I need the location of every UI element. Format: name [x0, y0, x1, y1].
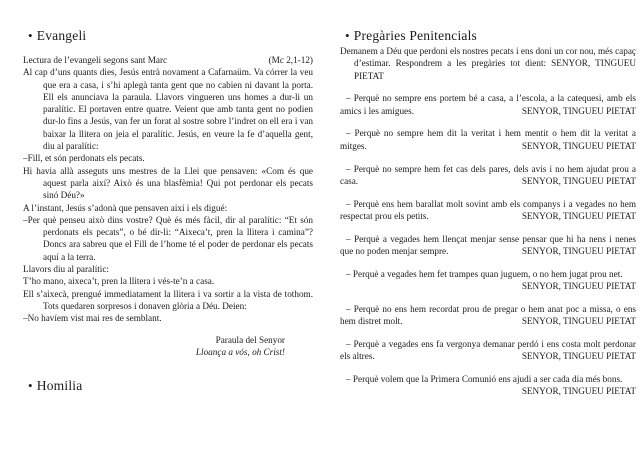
petition-response: SENYOR, TINGUEU PIETAT [521, 105, 636, 116]
petition-response: SENYOR, TINGUEU PIETAT [521, 351, 636, 362]
homilia-heading-label: Homilia [36, 378, 83, 394]
petition-response: SENYOR, TINGUEU PIETAT [521, 386, 636, 397]
petition-item [340, 338, 636, 363]
petition-response: SENYOR, TINGUEU PIETAT [521, 246, 636, 257]
petition-item [340, 198, 636, 223]
evangeli-heading-label: Evangeli [36, 28, 87, 43]
gospel-paragraph: T’ho mano, aixeca’t, pren la llitera i vés-te’n a casa. [23, 276, 215, 287]
scripture-reference: (Mc 2,1-12) [268, 55, 313, 65]
petition-text: – Perquè no sempre ens portem bé a casa, a l’escola, a la catequesi, amb els amics i les amigues. [340, 93, 636, 116]
homilia-heading [23, 378, 313, 393]
petition-text: – Perquè a vegades hem llençat menjar sense pensar que hi ha nens i nenes que no poden menjar sempre. [340, 233, 636, 257]
reading-title: Lectura de l’evangeli segons sant Marc [23, 55, 168, 65]
petition-item [340, 303, 636, 328]
acclamation-label: Paraula del Senyor [215, 334, 285, 345]
petition-response: SENYOR, TINGUEU PIETAT [521, 210, 636, 221]
gospel-paragraph: Hi havia allà asseguts uns mestres de la Llei que pensaven: «Com és que aquest parla així? Això és una blasfèmia! Qui pot perdonar els pecats sinó Déu?» [23, 165, 313, 201]
petition-text: – Perquè no sempre hem dit la veritat i hem mentit o hem dit la veritat a mitges. [340, 128, 636, 151]
reading-title-row [23, 54, 313, 66]
petition-text: – Perquè ens hem barallat molt sovint amb els companys i a vegades no hem respectat prou els petits. [340, 198, 636, 221]
petition-response: SENYOR, TINGUEU PIETAT [521, 140, 636, 151]
petition-text: – Perquè a vegades ens fa vergonya demanar perdó i ens costa molt perdonar els altres. [340, 339, 636, 362]
bullet-icon: • [345, 28, 350, 43]
pregaries-heading [340, 28, 636, 43]
petition-response: SENYOR, TINGUEU PIETAT [521, 281, 636, 292]
penitential-intro: Demanem a Déu que perdoni els nostres pecats i ens doni un cor nou, més capaç d’estimar. Respondrem a les pregàries tot dient: SENYOR, TINGUEU PIETAT [340, 46, 636, 81]
gospel-paragraph: Al cap d’uns quants dies, Jesús entrà novament a Cafarnaüm. Va córrer la veu que era a casa, i s’hi aplegà tanta gent que no cabien ni davant la porta. Ell els anunciava la paraula. Llavors vingueren uns homes a dur-li un paralític. El portaven entre quatre. Veient que amb tanta gent no podien dur-lo fins a Jesús, van fer un forat al sostre sobre l’indret on ell era i van baixar la llitera on jeia el paralític. Jesús, en veure la fe d’aquella gent, diu al paralític: [23, 67, 313, 152]
gospel-text [23, 66, 313, 324]
petitions-list [340, 92, 636, 397]
petition-item [340, 233, 636, 258]
gospel-paragraph: A l’instant, Jesús s’adonà que pensaven així i els digué: [23, 202, 228, 213]
bullet-icon: • [28, 28, 33, 43]
left-column [23, 0, 313, 393]
right-column [340, 0, 636, 398]
petition-text: – Perquè volem que la Primera Comunió ens ajudi a ser cada dia més bons. [346, 374, 623, 385]
petition-item [340, 92, 636, 117]
petition-response: SENYOR, TINGUEU PIETAT [521, 175, 636, 186]
petition-item [340, 163, 636, 188]
pregaries-heading-label: Pregàries Penitencials [353, 28, 478, 43]
petition-item [340, 127, 636, 152]
petition-item [340, 373, 636, 398]
evangeli-heading [23, 28, 313, 43]
gospel-paragraph: –Per què penseu això dins vostre? Què és més fàcil, dir al paralític: “Et són perdonats els pecats”, o bé dir-li: “Aixeca’t, pren la llitera i camina”? Doncs ara sabreu que el Fill de l’home té el poder de perdonar els pecats aquí a la terra. [23, 214, 313, 262]
petition-response: SENYOR, TINGUEU PIETAT [521, 316, 636, 327]
petition-text: – Perquè a vegades hem fet trampes quan juguem, o no hem jugat prou net. [346, 268, 623, 279]
reading-acclamation [23, 334, 313, 359]
gospel-paragraph: Ell s’aixecà, prengué immediatament la llitera i va sortir a la vista de tothom. Tots quedaren sorpresos i donaven glòria a Déu. Deien: [23, 288, 313, 311]
gospel-paragraph: –Fill, et són perdonats els pecats. [23, 153, 145, 164]
petition-item [340, 268, 636, 293]
gospel-paragraph: –No havíem vist mai res de semblant. [23, 313, 162, 324]
petition-text: – Perquè no sempre hem fet cas dels pares, dels avis i no hem ajudat prou a casa. [340, 163, 636, 186]
petition-text: – Perquè no ens hem recordat prou de pregar o hem anat poc a missa, o ens hem distret molt. [340, 303, 636, 327]
acclamation-response: Lloança a vós, oh Crist! [195, 346, 285, 357]
bullet-icon: • [28, 378, 33, 394]
gospel-paragraph: Llavors diu al paralític: [23, 264, 109, 275]
